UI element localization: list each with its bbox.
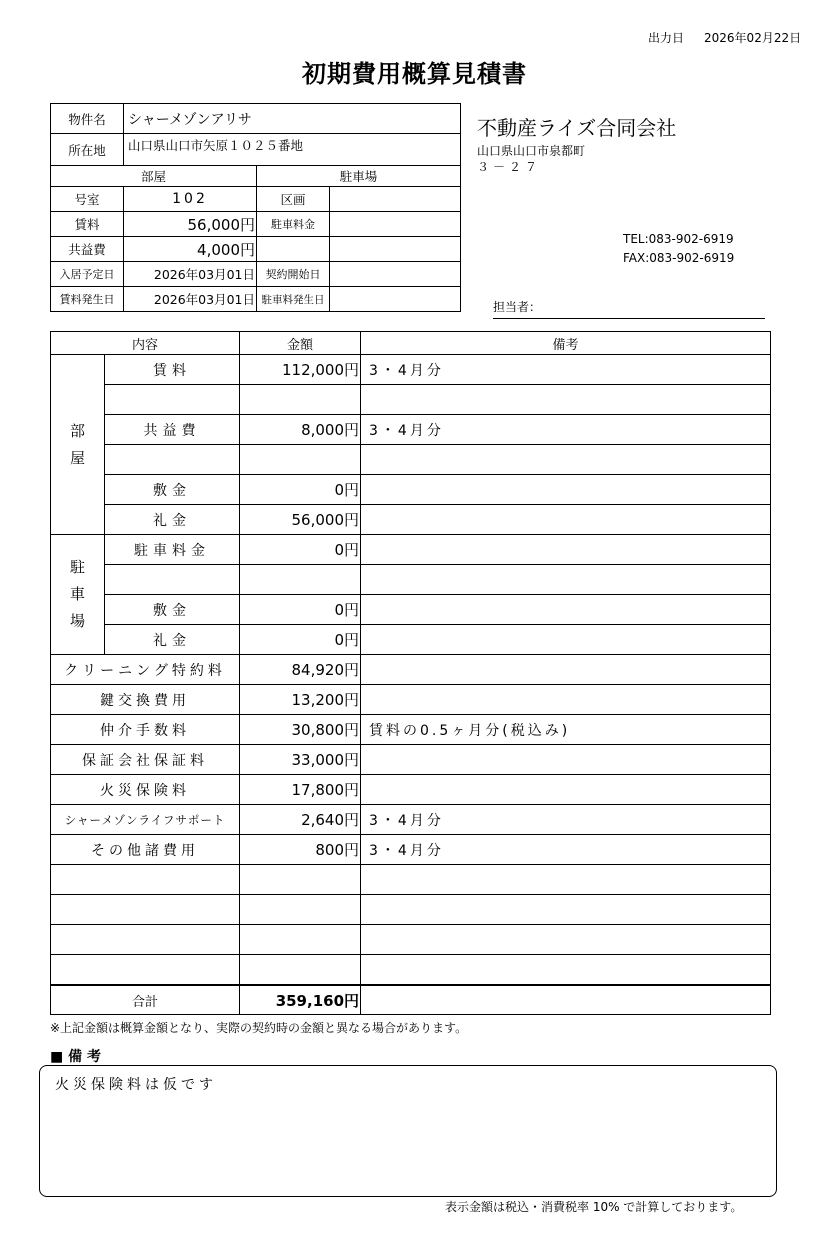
company-name: 不動産ライズ合同会社	[477, 116, 677, 140]
parking-header: 駐車場	[257, 166, 461, 187]
cost-item	[105, 565, 240, 595]
blank-cell	[330, 237, 461, 262]
cost-amount	[240, 445, 361, 475]
cost-amount	[240, 925, 361, 955]
parking-section	[51, 535, 771, 655]
table-row	[51, 415, 771, 445]
cost-item: その他諸費用	[51, 835, 240, 865]
cost-note	[361, 775, 771, 805]
cost-amount: 0円	[240, 595, 361, 625]
cost-note	[361, 685, 771, 715]
cost-note	[361, 595, 771, 625]
common-fee-label: 共益費	[51, 237, 124, 262]
cost-amount	[240, 865, 361, 895]
cost-note: 3・4月分	[361, 355, 771, 385]
output-date	[648, 29, 801, 46]
rent-start-label: 賃料発生日	[51, 287, 124, 312]
cost-amount	[240, 565, 361, 595]
contract-start-label: 契約開始日	[257, 262, 330, 287]
output-date-value: 2026年02月22日	[704, 31, 802, 45]
total-amount: 359,160円	[240, 985, 361, 1015]
tax-note: 表示金額は税込・消費税率 10% で計算しております。	[445, 1200, 743, 1214]
room-section	[51, 355, 771, 535]
room-group-label: 部 屋	[51, 355, 105, 535]
cost-note	[361, 385, 771, 415]
cost-note	[361, 505, 771, 535]
header-note: 備考	[361, 332, 771, 355]
cost-item: 保証会社保証料	[51, 745, 240, 775]
move-in-date: 2026年03月01日	[124, 262, 257, 287]
staff-label: 担当者：	[493, 300, 542, 314]
table-row	[51, 625, 771, 655]
document-title: 初期費用概算見積書	[302, 60, 527, 88]
address-label: 所在地	[51, 134, 124, 166]
contract-start-value	[330, 262, 461, 287]
cost-item	[51, 955, 240, 986]
total-label: 合計	[51, 985, 240, 1015]
cost-amount: 0円	[240, 475, 361, 505]
cost-amount: 0円	[240, 535, 361, 565]
table-row	[51, 805, 771, 835]
table-row	[51, 685, 771, 715]
total-note	[361, 985, 771, 1015]
company-address-line1: 山口県山口市泉都町	[477, 144, 586, 158]
cost-item: 火災保険料	[51, 775, 240, 805]
parking-group-label: 駐 車 場	[51, 535, 105, 655]
table-row	[51, 925, 771, 955]
parking-start-value	[330, 287, 461, 312]
move-in-label: 入居予定日	[51, 262, 124, 287]
table-row	[51, 385, 771, 415]
cost-amount	[240, 895, 361, 925]
cost-item: 敷金	[105, 475, 240, 505]
cost-item	[51, 865, 240, 895]
cost-note	[361, 445, 771, 475]
rent-value: 56,000円	[124, 212, 257, 237]
table-row	[51, 445, 771, 475]
header-item: 内容	[51, 332, 240, 355]
cost-note: 3・4月分	[361, 805, 771, 835]
cost-item: 礼金	[105, 625, 240, 655]
table-row	[51, 955, 771, 986]
cost-item: クリーニング特約料	[51, 655, 240, 685]
table-row	[51, 745, 771, 775]
property-address: 山口県山口市矢原１０２５番地	[124, 134, 461, 166]
cost-item: 共益費	[105, 415, 240, 445]
company-tel: TEL:083-902-6919	[623, 232, 734, 246]
cost-note	[361, 655, 771, 685]
cost-amount: 84,920円	[240, 655, 361, 685]
section-label: 区画	[257, 187, 330, 212]
cost-item: 仲介手数料	[51, 715, 240, 745]
cost-note	[361, 865, 771, 895]
cost-item: 礼金	[105, 505, 240, 535]
table-row	[51, 505, 771, 535]
parking-fee-value	[330, 212, 461, 237]
cost-amount: 13,200円	[240, 685, 361, 715]
cost-note: 賃料の0.5ヶ月分(税込み)	[361, 715, 771, 745]
table-row	[51, 595, 771, 625]
room-header: 部屋	[51, 166, 257, 187]
room-number-label: 号室	[51, 187, 124, 212]
rent-start-date: 2026年03月01日	[124, 287, 257, 312]
rent-label: 賃料	[51, 212, 124, 237]
cost-note	[361, 565, 771, 595]
parking-fee-label: 駐車料金	[257, 212, 330, 237]
cost-item: 駐車料金	[105, 535, 240, 565]
company-address-line2: ３－２７	[477, 160, 542, 174]
common-fee-value: 4,000円	[124, 237, 257, 262]
cost-note	[361, 955, 771, 986]
header-amount: 金額	[240, 332, 361, 355]
table-row	[51, 775, 771, 805]
cost-item	[105, 445, 240, 475]
cost-amount	[240, 385, 361, 415]
cost-amount: 17,800円	[240, 775, 361, 805]
cost-amount: 2,640円	[240, 805, 361, 835]
cost-amount: 56,000円	[240, 505, 361, 535]
parking-start-label: 駐車料発生日	[257, 287, 330, 312]
remarks-heading: ■ 備 考	[50, 1049, 101, 1065]
cost-item: 敷金	[105, 595, 240, 625]
cost-item: シャーメゾンライフサポート	[51, 805, 240, 835]
property-name-label: 物件名	[51, 104, 124, 134]
cost-note	[361, 535, 771, 565]
cost-table	[50, 331, 771, 1015]
remarks-text: 火災保険料は仮です	[55, 1077, 217, 1093]
blank-cell	[257, 237, 330, 262]
cost-item: 賃料	[105, 355, 240, 385]
output-date-label: 出力日	[648, 31, 685, 45]
cost-note	[361, 925, 771, 955]
property-info-table	[50, 103, 461, 312]
table-row	[51, 655, 771, 685]
property-name: シャーメゾンアリサ	[124, 104, 461, 134]
cost-amount	[240, 955, 361, 986]
cost-amount: 800円	[240, 835, 361, 865]
staff-line	[493, 298, 765, 319]
cost-note	[361, 745, 771, 775]
cost-amount: 8,000円	[240, 415, 361, 445]
cost-item	[105, 385, 240, 415]
table-row	[51, 355, 771, 385]
section-value	[330, 187, 461, 212]
company-fax: FAX:083-902-6919	[623, 251, 735, 265]
cost-note: 3・4月分	[361, 835, 771, 865]
other-section	[51, 655, 771, 986]
cost-amount: 33,000円	[240, 745, 361, 775]
table-row	[51, 475, 771, 505]
table-row	[51, 835, 771, 865]
cost-note	[361, 475, 771, 505]
cost-item	[51, 895, 240, 925]
cost-amount: 0円	[240, 625, 361, 655]
table-row	[51, 865, 771, 895]
table-row	[51, 535, 771, 565]
cost-note	[361, 895, 771, 925]
remarks-box	[39, 1065, 777, 1197]
cost-item	[51, 925, 240, 955]
room-number: 102	[124, 187, 257, 212]
disclaimer: ※上記金額は概算金額となり、実際の契約時の金額と異なる場合があります。	[50, 1021, 468, 1035]
cost-note: 3・4月分	[361, 415, 771, 445]
table-row	[51, 715, 771, 745]
table-row	[51, 565, 771, 595]
cost-item: 鍵交換費用	[51, 685, 240, 715]
cost-note	[361, 625, 771, 655]
table-row	[51, 895, 771, 925]
cost-amount: 112,000円	[240, 355, 361, 385]
cost-amount: 30,800円	[240, 715, 361, 745]
